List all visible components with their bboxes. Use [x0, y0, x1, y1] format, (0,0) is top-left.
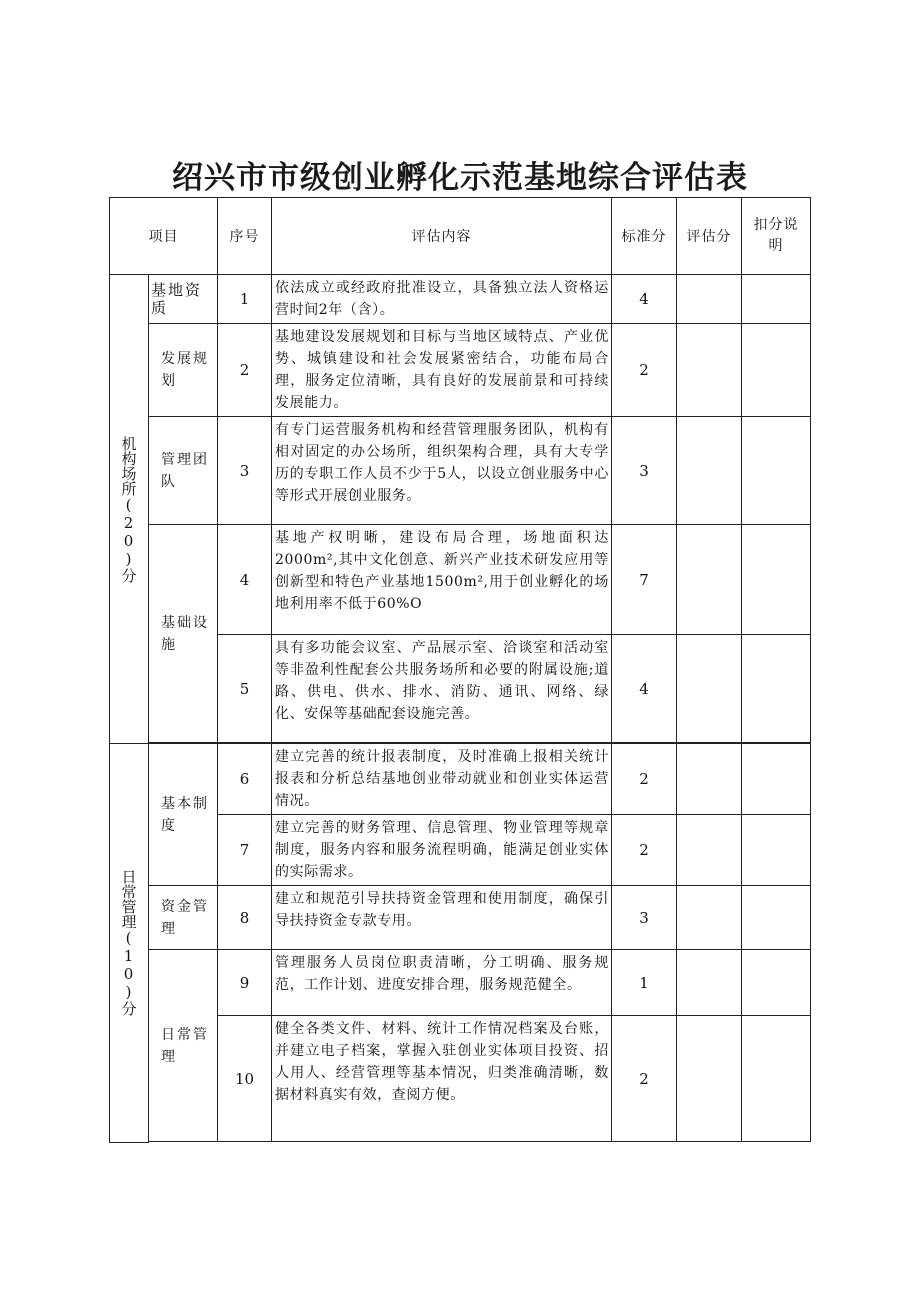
- section-label: 日常管理(10)分: [110, 744, 149, 1143]
- seq-cell: 7: [218, 815, 272, 886]
- seq-cell: 10: [218, 1016, 272, 1142]
- page-title: 绍兴市市级创业孵化示范基地综合评估表: [172, 160, 748, 196]
- spacer-cell: [149, 1142, 811, 1143]
- seq-cell: 4: [218, 525, 272, 635]
- seq-cell: 5: [218, 635, 272, 743]
- assess-cell[interactable]: [677, 815, 742, 886]
- header-row: [110, 198, 811, 275]
- seq-cell: 6: [218, 744, 272, 815]
- section-label: 机构场所(20)分: [110, 275, 149, 744]
- evaluation-table: [109, 197, 811, 1143]
- seq-cell: 9: [218, 950, 272, 1016]
- content-cell: 有专门运营服务机构和经营管理服务团队，机构有相对固定的办公场所，组织架构合理，具有大专学历的专职工作人员不少于5人，以设立创业服务中心等形式开展创业服务。: [272, 417, 612, 525]
- header-item: 项目: [110, 198, 218, 275]
- header-deduct: 扣分说明: [742, 198, 811, 275]
- seq-cell: 8: [218, 886, 272, 950]
- header-content: 评估内容: [272, 198, 612, 275]
- subitem-label: 日常管理: [149, 950, 218, 1142]
- score-cell: 4: [612, 275, 677, 324]
- score-cell: 2: [612, 1016, 677, 1142]
- deduct-cell[interactable]: [742, 324, 811, 417]
- assess-cell[interactable]: [677, 417, 742, 525]
- content-cell: 基地建设发展规划和目标与当地区域特点、产业优势、城镇建设和社会发展紧密结合，功能布局合理，服务定位清晰，具有良好的发展前景和可持续发展能力。: [272, 324, 612, 417]
- deduct-cell[interactable]: [742, 815, 811, 886]
- seq-cell: 3: [218, 417, 272, 525]
- content-cell: 建立完善的财务管理、信息管理、物业管理等规章制度，服务内容和服务流程明确，能满足创业实体的实际需求。: [272, 815, 612, 886]
- score-cell: 2: [612, 324, 677, 417]
- subitem-label: 基本制度: [149, 744, 218, 886]
- assess-cell[interactable]: [677, 324, 742, 417]
- score-cell: 2: [612, 815, 677, 886]
- seq-cell: 2: [218, 324, 272, 417]
- subitem-label: 基础设施: [149, 525, 218, 743]
- spacer-row: [110, 1142, 811, 1143]
- subitem-label: 管理团队: [149, 417, 218, 525]
- content-cell: 建立和规范引导扶持资金管理和使用制度，确保引导扶持资金专款专用。: [272, 886, 612, 950]
- deduct-cell[interactable]: [742, 525, 811, 635]
- table-row: [110, 744, 811, 815]
- content-cell: 具有多功能会议室、产品展示室、洽谈室和活动室等非盈利性配套公共服务场所和必要的附属设施;道路、供电、供水、排水、消防、通讯、网络、绿化、安保等基础配套设施完善。: [272, 635, 612, 743]
- assess-cell[interactable]: [677, 886, 742, 950]
- content-cell: 管理服务人员岗位职责清晰，分工明确、服务规范，工作计划、进度安排合理，服务规范健全。: [272, 950, 612, 1016]
- score-cell: 7: [612, 525, 677, 635]
- subitem-label: 发展规划: [149, 324, 218, 417]
- table-row: [110, 950, 811, 1016]
- content-cell: 建立完善的统计报表制度，及时准确上报相关统计报表和分析总结基地创业带动就业和创业实体运营情况。: [272, 744, 612, 815]
- seq-cell: 1: [218, 275, 272, 324]
- deduct-cell[interactable]: [742, 1016, 811, 1142]
- score-cell: 3: [612, 886, 677, 950]
- header-assess: 评估分: [677, 198, 742, 275]
- subitem-label: 基地资质: [149, 275, 218, 324]
- score-cell: 3: [612, 417, 677, 525]
- score-cell: 4: [612, 635, 677, 743]
- assess-cell[interactable]: [677, 744, 742, 815]
- deduct-cell[interactable]: [742, 744, 811, 815]
- table-row: [110, 417, 811, 525]
- table-row: [110, 275, 811, 324]
- deduct-cell[interactable]: [742, 275, 811, 324]
- deduct-cell[interactable]: [742, 950, 811, 1016]
- score-cell: 1: [612, 950, 677, 1016]
- deduct-cell[interactable]: [742, 886, 811, 950]
- assess-cell[interactable]: [677, 275, 742, 324]
- table-row: [110, 525, 811, 635]
- table-row: [110, 324, 811, 417]
- header-seq: 序号: [218, 198, 272, 275]
- content-cell: 依法成立或经政府批准设立，具备独立法人资格运营时间2年（含）。: [272, 275, 612, 324]
- assess-cell[interactable]: [677, 635, 742, 743]
- assess-cell[interactable]: [677, 1016, 742, 1142]
- assess-cell[interactable]: [677, 525, 742, 635]
- content-cell: 健全各类文件、材料、统计工作情况档案及台账，并建立电子档案，掌握入驻创业实体项目投资、招人用人、经营管理等基本情况，归类准确清晰，数据材料真实有效，查阅方便。: [272, 1016, 612, 1142]
- score-cell: 2: [612, 744, 677, 815]
- table-row: [110, 886, 811, 950]
- deduct-cell[interactable]: [742, 417, 811, 525]
- subitem-label: 资金管理: [149, 886, 218, 950]
- assess-cell[interactable]: [677, 950, 742, 1016]
- header-standard: 标准分: [612, 198, 677, 275]
- deduct-cell[interactable]: [742, 635, 811, 743]
- content-cell: 基地产权明晰，建设布局合理，场地面积达2000m²,其中文化创意、新兴产业技术研发应用等创新型和特色产业基地1500m²,用于创业孵化的场地利用率不低于60%O: [272, 525, 612, 635]
